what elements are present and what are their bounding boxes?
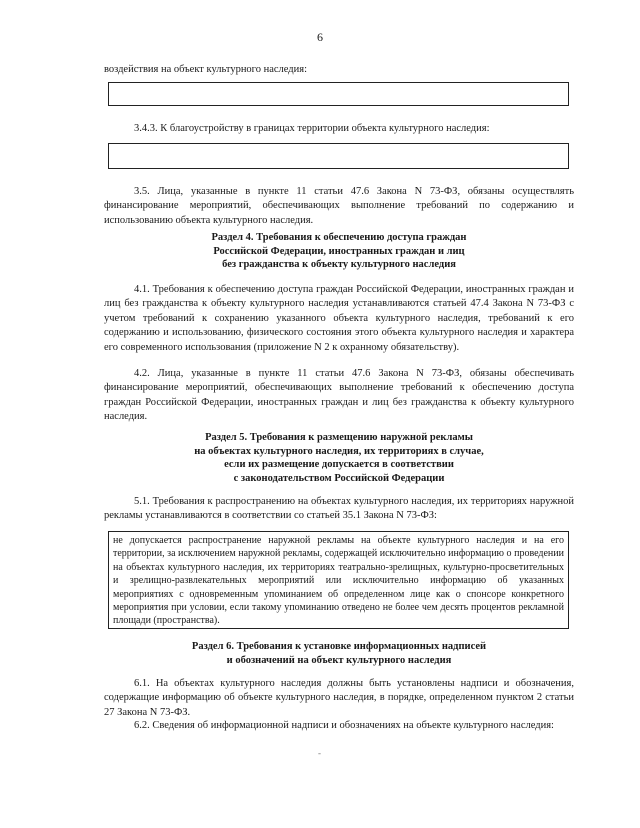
- item-3-5: 3.5. Лица, указанные в пункте 11 статьи 47.6 Закона N 73-ФЗ, обязаны осуществлять финансирование мероприятий, обеспечивающих выполнение требований по содержанию и использованию объекта культурного наследия.: [104, 186, 574, 226]
- item-6-1: 6.1. На объектах культурного наследия должны быть установлены надписи и обозначения, содержащие информацию об объекте культурного наследия, в порядке, определенном пунктом 2 статьи 27 Закона N 73-ФЗ.: [104, 678, 574, 718]
- item-4-1: 4.1. Требования к обеспечению доступа граждан Российской Федерации, иностранных граждан и лиц без гражданства к объекту культурного наследия устанавливаются статьей 47.4 Закона N 73-ФЗ с учетом требований к сохранению указанного объекта культурного наследия, требований к его содержанию и использованию, физического состояния этого объекта культурного наследия и характера его современного использования (приложение N 2 к охранному обязательству).: [104, 284, 574, 353]
- section-6-heading-line: и обозначений на объект культурного наследия: [226, 654, 452, 666]
- item-3-4-3: 3.4.3. К благоустройству в границах территории объекта культурного наследия:: [134, 123, 490, 134]
- section-5-heading-line: Раздел 5. Требования к размещению наружной рекламы: [205, 432, 473, 443]
- intro-line: воздействия на объект культурного наследия:: [104, 64, 308, 75]
- section-5-heading-line: если их размещение допускается в соответствии: [224, 459, 454, 471]
- empty-field-box-2: [108, 143, 569, 169]
- advertising-requirements-box: не допускается распространение наружной рекламы на объекте культурного наследия и на его территории, за исключением наружной рекламы, содержащей исключительно информацию о проведении на объектах культурного наследия, их территориях театрально-зрелищных, культурно-просветительных и зрелищно-развлекательных мероприятий или исключительно информацию об указанных мероприятиях с одновременным упоминанием об определенном лице как о спонсоре конкретного мероприятия при условии, если такому упоминанию отведено не более чем десять процентов рекламной площади (пространства).: [108, 531, 569, 629]
- section-4-heading-line: Российской Федерации, иностранных граждан и лиц: [213, 245, 465, 257]
- item-5-1: 5.1. Требования к распространению на объектах культурного наследия, их территориях наружной рекламы устанавливаются в соответствии со статьей 35.1 Закона N 73-ФЗ:: [104, 496, 574, 522]
- item-6-2: 6.2. Сведения об информационной надписи и обозначениях на объекте культурного наследия:: [134, 720, 554, 731]
- section-6-heading: [104, 640, 574, 667]
- empty-field-box-1: [108, 82, 569, 106]
- section-5-heading-line: на объектах культурного наследия, их территориях в случае,: [194, 445, 484, 457]
- section-5-heading-line: с законодательством Российской Федерации: [233, 472, 445, 484]
- footer-mark: -: [318, 748, 321, 758]
- section-4-heading-line: без гражданства к объекту культурного наследия: [222, 259, 456, 271]
- section-4-heading: [104, 231, 574, 272]
- section-6-heading-line: Раздел 6. Требования к установке информационных надписей: [191, 641, 487, 652]
- section-4-heading-line: Раздел 4. Требования к обеспечению доступа граждан: [211, 232, 467, 243]
- section-5-heading: [104, 431, 574, 485]
- item-4-2: 4.2. Лица, указанные в пункте 11 статьи 47.6 Закона N 73-ФЗ, обязаны обеспечивать финансирование мероприятий, обеспечивающих выполнение требований к обеспечению доступа граждан Российской Федерации, иностранных граждан и лиц без гражданства к объекту культурного наследия.: [104, 368, 574, 423]
- page-number: 6: [317, 30, 323, 44]
